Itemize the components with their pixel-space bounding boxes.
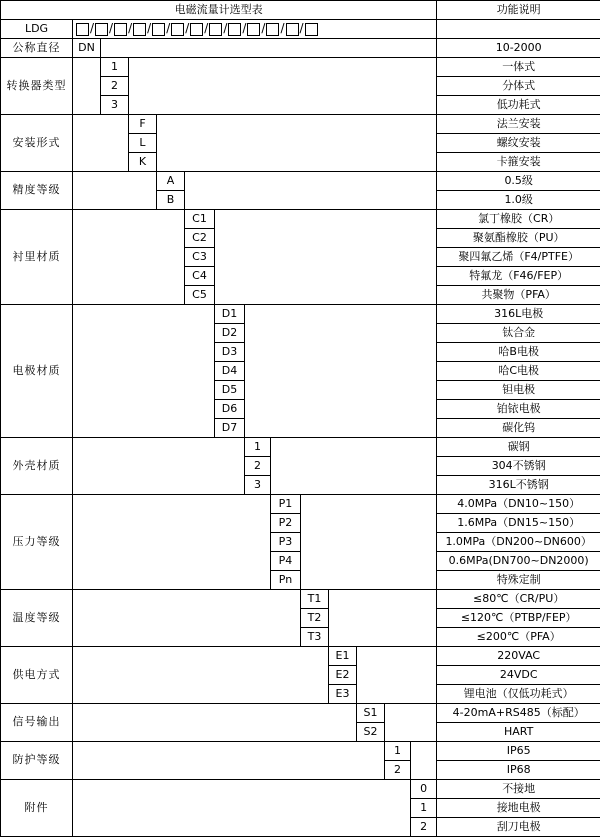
code-box-sequence bbox=[73, 20, 436, 38]
desc-pressure-4: 0.6MPa(DN700~DN2000) bbox=[437, 552, 600, 571]
spacer bbox=[301, 495, 437, 590]
code-separator-6: / bbox=[185, 22, 189, 36]
desc-signal-2: HART bbox=[437, 723, 600, 742]
desc-lining-5: 共聚物（PFA） bbox=[437, 286, 600, 305]
row-electrode-1 bbox=[1, 305, 600, 324]
desc-install-type-2: 螺纹安装 bbox=[437, 134, 600, 153]
desc-housing-1: 碳钢 bbox=[437, 438, 600, 457]
code-separator-9: / bbox=[242, 22, 246, 36]
row-temperature-1 bbox=[1, 590, 600, 609]
desc-power-1: 220VAC bbox=[437, 647, 600, 666]
code-signal-1: S1 bbox=[357, 704, 385, 723]
spacer bbox=[385, 704, 437, 742]
spacer bbox=[73, 115, 129, 172]
spacer bbox=[73, 210, 185, 305]
code-box-5 bbox=[171, 23, 184, 36]
row-lining-1 bbox=[1, 210, 600, 229]
spacer bbox=[73, 780, 411, 837]
code-box-12 bbox=[305, 23, 318, 36]
spacer bbox=[329, 590, 437, 647]
row-converter-type-1 bbox=[1, 58, 600, 77]
code-power-2: E2 bbox=[329, 666, 357, 685]
desc-install-type-3: 卡箍安装 bbox=[437, 153, 600, 172]
category-electrode: 电极材质 bbox=[1, 305, 73, 438]
desc-housing-3: 316L不锈钢 bbox=[437, 476, 600, 495]
desc-electrode-3: 哈B电极 bbox=[437, 343, 600, 362]
code-box-2 bbox=[114, 23, 127, 36]
code-separator-12: / bbox=[300, 22, 304, 36]
desc-temperature-3: ≤200℃（PFA） bbox=[437, 628, 600, 647]
code-protection-2: 2 bbox=[385, 761, 411, 780]
code-lining-5: C5 bbox=[185, 286, 215, 305]
code-box-8 bbox=[228, 23, 241, 36]
code-box-4 bbox=[152, 23, 165, 36]
code-power-3: E3 bbox=[329, 685, 357, 704]
desc-signal-1: 4-20mA+RS485（标配） bbox=[437, 704, 600, 723]
code-electrode-2: D2 bbox=[215, 324, 245, 343]
model-code-row bbox=[1, 20, 600, 39]
desc-electrode-5: 钽电极 bbox=[437, 381, 600, 400]
spacer bbox=[157, 115, 437, 172]
code-lining-2: C2 bbox=[185, 229, 215, 248]
code-separator-5: / bbox=[166, 22, 170, 36]
code-box-10 bbox=[266, 23, 279, 36]
code-protection-1: 1 bbox=[385, 742, 411, 761]
spacer bbox=[73, 647, 329, 704]
desc-lining-2: 聚氨酯橡胶（PU） bbox=[437, 229, 600, 248]
category-power: 供电方式 bbox=[1, 647, 73, 704]
desc-converter-type-3: 低功耗式 bbox=[437, 96, 600, 115]
code-temperature-3: T3 bbox=[301, 628, 329, 647]
category-accessory: 附件 bbox=[1, 780, 73, 837]
column-header-description: 功能说明 bbox=[437, 1, 600, 20]
model-prefix: LDG bbox=[1, 20, 73, 39]
code-pressure-4: P4 bbox=[271, 552, 301, 571]
desc-accessory-1: 不接地 bbox=[437, 780, 600, 799]
spacer bbox=[73, 172, 157, 210]
row-protection-1 bbox=[1, 742, 600, 761]
row-housing-1 bbox=[1, 438, 600, 457]
description-header-blank bbox=[437, 20, 600, 39]
code-separator-10: / bbox=[261, 22, 265, 36]
code-box-9 bbox=[247, 23, 260, 36]
spacer bbox=[411, 742, 437, 780]
desc-power-3: 锂电池（仅低功耗式） bbox=[437, 685, 600, 704]
code-housing-2: 2 bbox=[245, 457, 271, 476]
page-title: 电磁流量计选型表 bbox=[1, 1, 437, 20]
code-electrode-6: D6 bbox=[215, 400, 245, 419]
row-accuracy-1 bbox=[1, 172, 600, 191]
category-nominal-diameter: 公称直径 bbox=[1, 39, 73, 58]
code-electrode-5: D5 bbox=[215, 381, 245, 400]
code-electrode-3: D3 bbox=[215, 343, 245, 362]
desc-power-2: 24VDC bbox=[437, 666, 600, 685]
category-housing: 外壳材质 bbox=[1, 438, 73, 495]
code-lining-3: C3 bbox=[185, 248, 215, 267]
desc-accuracy-1: 0.5级 bbox=[437, 172, 600, 191]
code-box-3 bbox=[133, 23, 146, 36]
code-housing-1: 1 bbox=[245, 438, 271, 457]
code-separator-1: / bbox=[90, 22, 94, 36]
spacer bbox=[271, 438, 437, 495]
code-dn: DN bbox=[73, 39, 101, 58]
code-separator-8: / bbox=[223, 22, 227, 36]
spacer bbox=[73, 58, 101, 115]
code-lining-4: C4 bbox=[185, 267, 215, 286]
category-temperature: 温度等级 bbox=[1, 590, 73, 647]
model-code-boxes bbox=[73, 20, 437, 39]
code-pressure-2: P2 bbox=[271, 514, 301, 533]
code-housing-3: 3 bbox=[245, 476, 271, 495]
category-converter-type: 转换器类型 bbox=[1, 58, 73, 115]
code-electrode-1: D1 bbox=[215, 305, 245, 324]
desc-accessory-3: 刮刀电极 bbox=[437, 818, 600, 837]
desc-accuracy-2: 1.0级 bbox=[437, 191, 600, 210]
desc-temperature-2: ≤120℃（PTBP/FEP） bbox=[437, 609, 600, 628]
code-box-1 bbox=[95, 23, 108, 36]
desc-temperature-1: ≤80℃（CR/PU） bbox=[437, 590, 600, 609]
spacer bbox=[73, 305, 215, 438]
code-converter-type-3: 3 bbox=[101, 96, 129, 115]
code-converter-type-1: 1 bbox=[101, 58, 129, 77]
code-converter-type-2: 2 bbox=[101, 77, 129, 96]
code-accessory-1: 0 bbox=[411, 780, 437, 799]
category-protection: 防护等级 bbox=[1, 742, 73, 780]
desc-accessory-2: 接地电极 bbox=[437, 799, 600, 818]
code-temperature-1: T1 bbox=[301, 590, 329, 609]
row-pressure-1 bbox=[1, 495, 600, 514]
spacer bbox=[129, 58, 437, 115]
spacer bbox=[357, 647, 437, 704]
code-box-0 bbox=[76, 23, 89, 36]
code-box-11 bbox=[286, 23, 299, 36]
desc-electrode-6: 铂铱电极 bbox=[437, 400, 600, 419]
code-separator-2: / bbox=[109, 22, 113, 36]
desc-install-type-1: 法兰安装 bbox=[437, 115, 600, 134]
desc-lining-4: 特氟龙（F46/FEP） bbox=[437, 267, 600, 286]
spacer bbox=[73, 704, 357, 742]
desc-lining-3: 聚四氟乙烯（F4/PTFE） bbox=[437, 248, 600, 267]
code-install-type-1: F bbox=[129, 115, 157, 134]
spacer bbox=[101, 39, 437, 58]
row-power-1 bbox=[1, 647, 600, 666]
code-pressure-1: P1 bbox=[271, 495, 301, 514]
desc-pressure-3: 1.0MPa（DN200~DN600） bbox=[437, 533, 600, 552]
code-box-6 bbox=[190, 23, 203, 36]
spacer bbox=[73, 742, 385, 780]
code-accuracy-1: A bbox=[157, 172, 185, 191]
category-install-type: 安装形式 bbox=[1, 115, 73, 172]
desc-electrode-2: 钛合金 bbox=[437, 324, 600, 343]
code-install-type-3: K bbox=[129, 153, 157, 172]
spacer bbox=[73, 438, 245, 495]
desc-housing-2: 304不锈钢 bbox=[437, 457, 600, 476]
code-accuracy-2: B bbox=[157, 191, 185, 210]
code-box-7 bbox=[209, 23, 222, 36]
desc-electrode-7: 碳化钨 bbox=[437, 419, 600, 438]
desc-protection-1: IP65 bbox=[437, 742, 600, 761]
table-title-row bbox=[1, 1, 600, 20]
code-separator-7: / bbox=[204, 22, 208, 36]
code-temperature-2: T2 bbox=[301, 609, 329, 628]
desc-electrode-1: 316L电极 bbox=[437, 305, 600, 324]
spacer bbox=[215, 210, 437, 305]
desc-nominal-diameter: 10-2000 bbox=[437, 39, 600, 58]
row-accessory-1 bbox=[1, 780, 600, 799]
spacer bbox=[245, 305, 437, 438]
desc-pressure-1: 4.0MPa（DN10~150） bbox=[437, 495, 600, 514]
desc-electrode-4: 哈C电极 bbox=[437, 362, 600, 381]
code-separator-11: / bbox=[280, 22, 284, 36]
code-pressure-5: Pn bbox=[271, 571, 301, 590]
code-accessory-3: 2 bbox=[411, 818, 437, 837]
spacer bbox=[73, 495, 271, 590]
category-lining: 衬里材质 bbox=[1, 210, 73, 305]
row-nominal-diameter bbox=[1, 39, 600, 58]
code-separator-3: / bbox=[128, 22, 132, 36]
code-signal-2: S2 bbox=[357, 723, 385, 742]
spacer bbox=[73, 590, 301, 647]
row-signal-1 bbox=[1, 704, 600, 723]
code-accessory-2: 1 bbox=[411, 799, 437, 818]
category-accuracy: 精度等级 bbox=[1, 172, 73, 210]
desc-pressure-2: 1.6MPa（DN15~150） bbox=[437, 514, 600, 533]
code-separator-4: / bbox=[147, 22, 151, 36]
category-pressure: 压力等级 bbox=[1, 495, 73, 590]
category-signal: 信号输出 bbox=[1, 704, 73, 742]
code-power-1: E1 bbox=[329, 647, 357, 666]
row-install-type-1 bbox=[1, 115, 600, 134]
code-electrode-7: D7 bbox=[215, 419, 245, 438]
desc-converter-type-1: 一体式 bbox=[437, 58, 600, 77]
code-lining-1: C1 bbox=[185, 210, 215, 229]
spacer bbox=[185, 172, 437, 210]
code-pressure-3: P3 bbox=[271, 533, 301, 552]
desc-pressure-5: 特殊定制 bbox=[437, 571, 600, 590]
desc-converter-type-2: 分体式 bbox=[437, 77, 600, 96]
desc-lining-1: 氯丁橡胶（CR） bbox=[437, 210, 600, 229]
desc-protection-2: IP68 bbox=[437, 761, 600, 780]
code-install-type-2: L bbox=[129, 134, 157, 153]
code-electrode-4: D4 bbox=[215, 362, 245, 381]
